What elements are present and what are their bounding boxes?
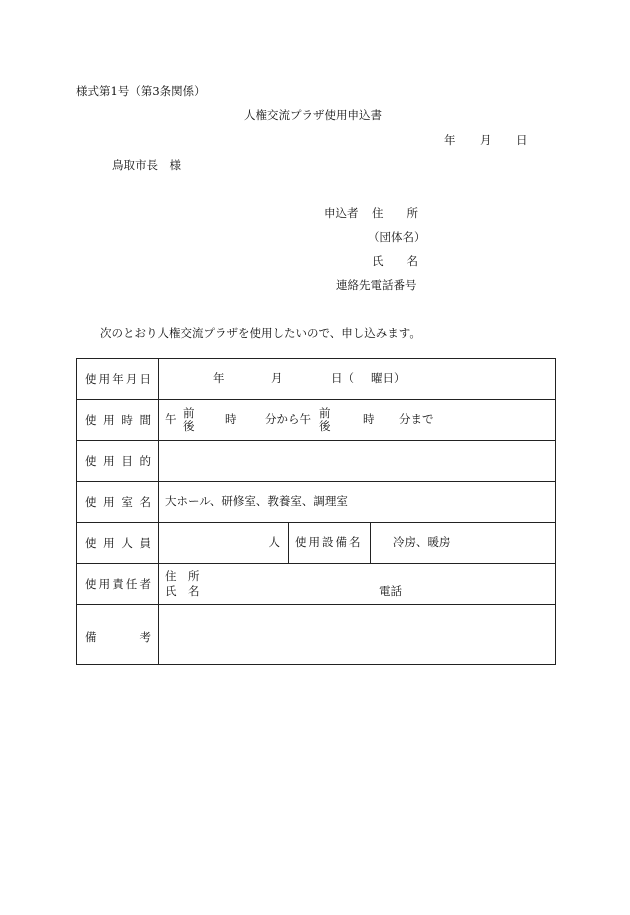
row-responsible bbox=[77, 564, 556, 605]
time-until: 分まで bbox=[399, 412, 434, 426]
intro-text: 次のとおり人権交流プラザを使用したいので、申し込みます。 bbox=[100, 326, 421, 340]
label-char: 用 bbox=[103, 536, 115, 550]
responsible-field[interactable] bbox=[159, 564, 556, 605]
label-responsible bbox=[77, 564, 159, 605]
label-people bbox=[77, 523, 159, 564]
label-equipment bbox=[289, 523, 371, 564]
label-char: 用 bbox=[103, 454, 115, 468]
label-char: 使 bbox=[85, 454, 97, 468]
date-year: 年 bbox=[444, 133, 456, 147]
label-date bbox=[77, 359, 159, 400]
label-char: 者 bbox=[139, 577, 151, 591]
date-year-unit: 年 bbox=[213, 371, 225, 385]
label-char: 目 bbox=[121, 454, 133, 468]
label-room bbox=[77, 482, 159, 523]
row-purpose bbox=[77, 441, 556, 482]
row-people bbox=[77, 523, 556, 564]
responsible-address-label: 住 所 bbox=[165, 569, 200, 583]
time-start-ampm bbox=[183, 407, 195, 433]
label-char: 的 bbox=[139, 454, 151, 468]
time-field[interactable] bbox=[159, 400, 556, 441]
form-title: 人権交流プラザ使用申込書 bbox=[244, 108, 382, 122]
label-char: 使 bbox=[85, 413, 97, 427]
responsible-phone-label: 電話 bbox=[379, 584, 402, 598]
application-table bbox=[76, 358, 556, 665]
row-room bbox=[77, 482, 556, 523]
label-char: 任 bbox=[125, 577, 138, 591]
people-field[interactable] bbox=[159, 523, 289, 564]
date-day: 日 bbox=[516, 133, 528, 147]
responsible-name-label: 氏 名 bbox=[165, 584, 200, 598]
equipment-value: 冷房、暖房 bbox=[393, 535, 451, 549]
applicant-phone: 連絡先電話番号 bbox=[336, 278, 417, 292]
label-char: 人 bbox=[121, 536, 133, 550]
zen-char: 前 bbox=[183, 406, 195, 420]
date-field[interactable] bbox=[159, 359, 556, 400]
date-month-unit: 月 bbox=[271, 371, 283, 385]
purpose-field[interactable] bbox=[159, 441, 556, 482]
label-char: 間 bbox=[139, 413, 151, 427]
label-char: 用 bbox=[103, 413, 115, 427]
row-time bbox=[77, 400, 556, 441]
date-day-unit: 日（ bbox=[331, 371, 354, 385]
label-char: 用 bbox=[98, 372, 111, 386]
label-char: 月 bbox=[125, 372, 138, 386]
row-date bbox=[77, 359, 556, 400]
form-number: 様式第1号（第3条関係） bbox=[76, 84, 206, 98]
label-char: 使 bbox=[85, 577, 97, 591]
time-end-ampm bbox=[319, 407, 331, 433]
time-from: 分から午 bbox=[265, 412, 311, 426]
go-char: 後 bbox=[319, 419, 331, 433]
date-month: 月 bbox=[480, 133, 492, 147]
label-char: 日 bbox=[139, 372, 151, 386]
label-char: 用 bbox=[98, 577, 111, 591]
label-char: 考 bbox=[139, 630, 151, 644]
go-char: 後 bbox=[183, 419, 195, 433]
remarks-field[interactable] bbox=[159, 605, 556, 665]
row-remarks bbox=[77, 605, 556, 665]
people-unit: 人 bbox=[268, 535, 280, 549]
label-char: 時 bbox=[121, 413, 133, 427]
label-char: 員 bbox=[139, 536, 151, 550]
equipment-field[interactable] bbox=[371, 523, 556, 564]
label-char: 使 bbox=[85, 372, 97, 386]
date-weekday-unit: 曜日） bbox=[371, 371, 406, 385]
label-char: 使 bbox=[85, 536, 97, 550]
applicant-label: 申込者 bbox=[324, 206, 359, 220]
time-am-prefix: 午 bbox=[165, 412, 177, 426]
label-char: 使 bbox=[85, 495, 97, 509]
label-char: 備 bbox=[85, 630, 97, 644]
label-purpose bbox=[77, 441, 159, 482]
label-remarks bbox=[77, 605, 159, 665]
time-start-hour-unit: 時 bbox=[225, 412, 237, 426]
label-char: 用 bbox=[103, 495, 115, 509]
label-time bbox=[77, 400, 159, 441]
applicant-name: 氏 名 bbox=[372, 254, 418, 268]
zen-char: 前 bbox=[319, 406, 331, 420]
applicant-organization: （団体名） bbox=[368, 230, 426, 244]
time-end-hour-unit: 時 bbox=[363, 412, 375, 426]
equipment-label-text: 使用設備名 bbox=[295, 535, 363, 549]
applicant-address: 住 所 bbox=[372, 206, 418, 220]
label-char: 責 bbox=[112, 577, 124, 591]
label-char: 室 bbox=[121, 495, 133, 509]
label-char: 名 bbox=[139, 495, 151, 509]
room-field[interactable] bbox=[159, 482, 556, 523]
room-options: 大ホール、研修室、教養室、調理室 bbox=[165, 494, 348, 508]
addressee: 鳥取市長 様 bbox=[112, 158, 181, 172]
label-char: 年 bbox=[112, 372, 124, 386]
